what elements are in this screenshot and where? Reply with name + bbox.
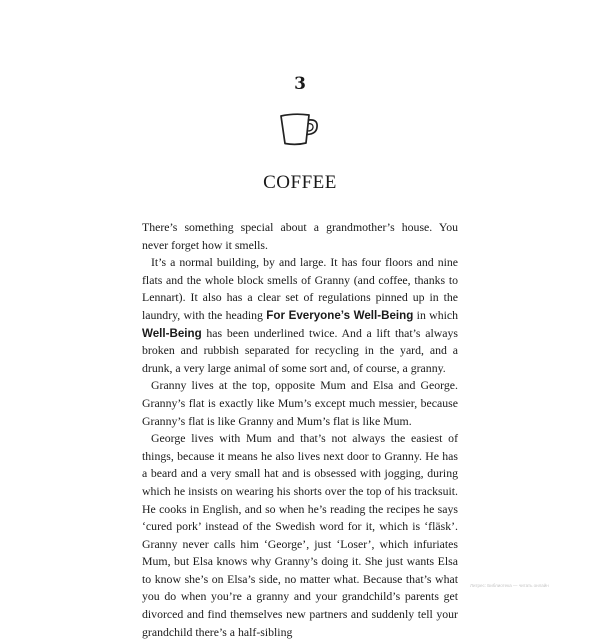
watermark: Литрес: Библиотека — читать онлайн	[470, 583, 549, 588]
coffee-cup-icon	[276, 110, 322, 148]
paragraph-2	[142, 254, 458, 377]
paragraph-4: George lives with Mum and that’s not always the easiest of things, because it means he also lives next door to Granny. He has a beard and a very small hat and is obsessed with jogging, during which he insists on wearing his shorts over the top of his tracksuit. He cooks in English, and so when he’s reading the recipes he says ‘cured pork’ instead of the Swedish word for it, which is ‘fläsk’. Granny never calls him ‘George’, just ‘Loser’, which infuriates Mum, but Elsa knows why Granny’s doing it. She just wants Elsa to know she’s on Elsa’s side, no matter what. Because that’s what you do when you’re a granny and your grandchild’s parents get divorced and find themselves new partners and suddenly tell your grandchild there’s a half-sibling	[142, 431, 458, 639]
paragraph-1: There’s something special about a grandmother’s house. You never forget how it smells.	[142, 220, 458, 252]
paragraph-2-text-a: It’s a normal building, by and large. It has four floors and nine flats and the whole block smells of Granny (and coffee, thanks to Lennart). It also has a clear set of regulations pinned up in the laundry, with the heading	[142, 255, 458, 322]
underlined-phrase: Well-Being	[142, 326, 202, 340]
paragraph-3: Granny lives at the top, opposite Mum and Elsa and George. Granny’s flat is exactly like Mum’s except much messier, because Granny’s flat is like Granny and Mum’s flat is like Mum.	[142, 378, 458, 428]
regulations-heading: For Everyone’s Well-Being	[266, 308, 414, 322]
paragraph-2-text-b: in which	[413, 307, 459, 322]
chapter-number: 3	[294, 74, 306, 94]
chapter-title: COFFEE	[263, 172, 337, 193]
paragraph-2-text-c: has been underlined twice. And a lift that’s always broken and rubbish separated for recycling in the yard, and a drunk, a very large animal of some sort and, of course, a granny.	[142, 325, 458, 375]
body-text	[142, 219, 458, 641]
